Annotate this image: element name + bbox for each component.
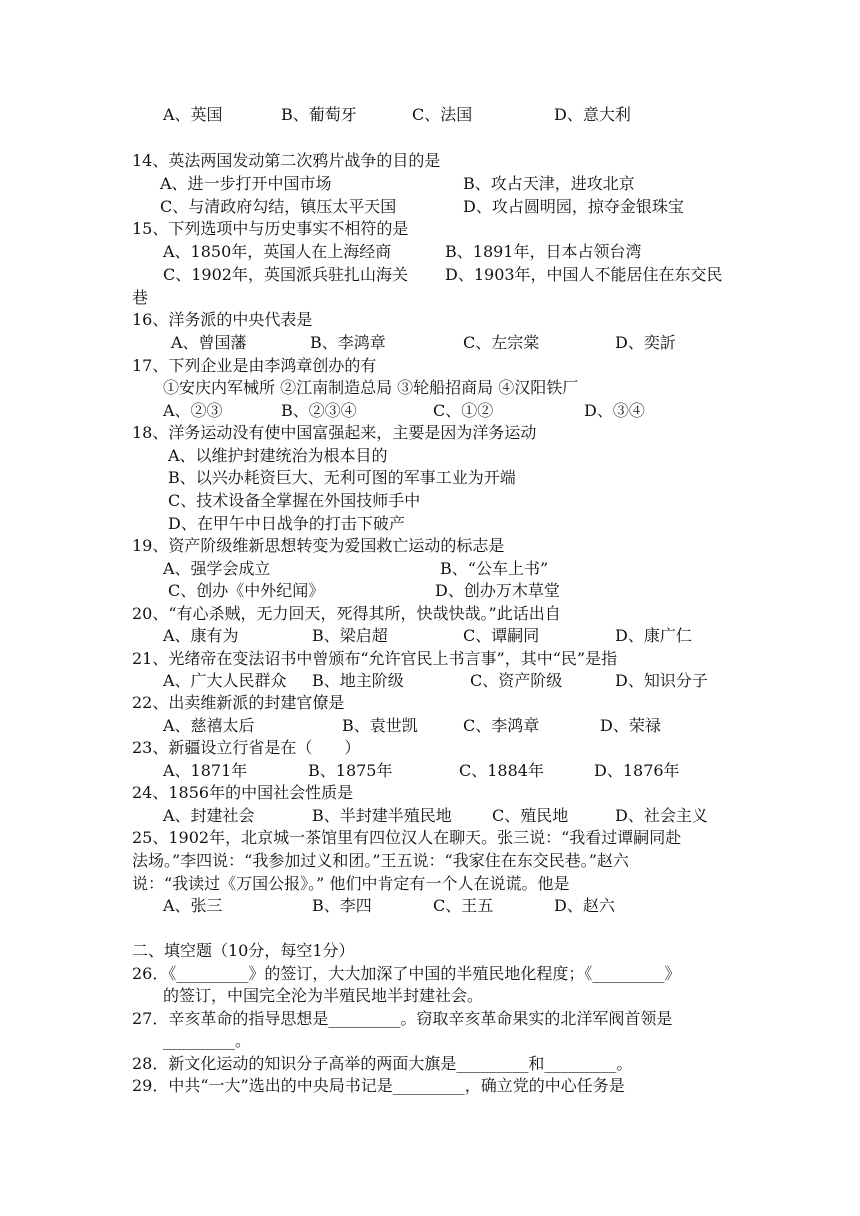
q21-option-b: B、地主阶级 [312, 671, 404, 690]
q24-option-d: D、社会主义 [615, 806, 708, 825]
q18-option-a: A、以维护封建统治为根本目的 [168, 446, 388, 465]
q22-option-b: B、袁世凯 [342, 716, 418, 735]
q25-option-a: A、张三 [163, 896, 223, 915]
q20-option-a: A、康有为 [163, 626, 239, 645]
q27-line2: _________。 [163, 1031, 252, 1050]
q18-option-d: D、在甲午中日战争的打击下破产 [168, 514, 405, 533]
q17-option-a: A、②③ [163, 401, 223, 420]
q23-option-a: A、1871年 [163, 761, 248, 780]
q15-option-b: B、1891年，日本占领台湾 [445, 242, 642, 261]
q16-option-d: D、奕訢 [615, 333, 676, 352]
q24-option-b: B、半封建半殖民地 [312, 806, 452, 825]
q23-option-b: B、1875年 [308, 761, 393, 780]
q25-line3: 说：“我读过《万国公报》。” 他们中肯定有一个人在说谎。他是 [132, 874, 570, 893]
q25-line1: 25、1902年，北京城一茶馆里有四位汉人在聊天。张三说：“我看过谭嗣同赴 [132, 828, 682, 847]
q25-option-b: B、李四 [312, 896, 372, 915]
q17-stem: 17、下列企业是由李鸿章创办的有 [132, 356, 377, 375]
q23-stem: 23、新疆设立行省是在（ ） [132, 738, 361, 757]
q16-option-a: A、曾国藩 [171, 333, 247, 352]
q17-option-c: C、①② [433, 401, 494, 420]
q25-option-d: D、赵六 [554, 896, 615, 915]
q24-option-a: A、封建社会 [163, 806, 255, 825]
q18-option-b: B、以兴办耗资巨大、无利可图的军事工业为开端 [168, 468, 516, 487]
q19-option-c: C、创办《中外纪闻》 [168, 581, 325, 600]
q17-option-b: B、②③④ [281, 401, 357, 420]
q21-option-d: D、知识分子 [615, 671, 708, 690]
q24-option-c: C、殖民地 [492, 806, 569, 825]
q22-stem: 22、出卖维新派的封建官僚是 [132, 693, 345, 712]
q28-line1: 28．新文化运动的知识分子高举的两面大旗是_________和_________。 [132, 1054, 633, 1073]
q20-option-d: D、康广仁 [615, 626, 692, 645]
q22-option-d: D、荣禄 [600, 716, 661, 735]
q20-stem: 20、“有心杀贼，无力回天，死得其所，快哉快哉。”此话出自 [132, 604, 561, 623]
q29-line1: 29．中共“一大”选出的中央局书记是_________，确立党的中心任务是 [132, 1076, 625, 1095]
q21-stem: 21、光绪帝在变法诏书中曾颁布“允许官民上书言事”，其中“民”是指 [132, 649, 618, 668]
q13-option-b: B、葡萄牙 [281, 105, 357, 124]
q21-option-a: A、广大人民群众 [163, 671, 287, 690]
q20-option-b: B、梁启超 [312, 626, 388, 645]
q19-option-d: D、创办万木草堂 [435, 581, 560, 600]
q18-option-c: C、技术设备全掌握在外国技师手中 [168, 491, 421, 510]
q23-option-c: C、1884年 [459, 761, 544, 780]
q17-items: ①安庆内军械所 ②江南制造总局 ③轮船招商局 ④汉阳铁厂 [163, 378, 579, 397]
q25-option-c: C、王五 [433, 896, 494, 915]
q13-option-d: D、意大利 [554, 105, 631, 124]
q13-option-a: A、英国 [163, 105, 223, 124]
q16-option-b: B、李鸿章 [310, 333, 386, 352]
q19-stem: 19、资产阶级维新思想转变为爱国救亡运动的标志是 [132, 536, 505, 555]
q13-option-c: C、法国 [412, 105, 473, 124]
q26-line1: 26．《_________》的签订，大大加深了中国的半殖民地化程度；《_________》 [132, 964, 681, 983]
q15-option-a: A、1850年，英国人在上海经商 [163, 242, 392, 261]
q18-stem: 18、洋务运动没有使中国富强起来，主要是因为洋务运动 [132, 423, 537, 442]
q21-option-c: C、资产阶级 [470, 671, 563, 690]
q27-line1: 27．辛亥革命的指导思想是_________。窃取辛亥革命果实的北洋军阀首领是 [132, 1009, 673, 1028]
q15-option-c: C、1902年，英国派兵驻扎山海关 [163, 265, 408, 284]
q22-option-c: C、李鸿章 [463, 716, 540, 735]
q15-continuation: 巷 [132, 288, 149, 307]
q15-option-d: D、1903年，中国人不能居住在东交民 [445, 265, 723, 284]
q15-stem: 15、下列选项中与历史事实不相符的是 [132, 219, 409, 238]
q14-stem: 14、英法两国发动第二次鸦片战争的目的是 [132, 151, 441, 170]
section-heading-fill-in: 二、填空题（10分，每空1分） [132, 941, 355, 960]
q16-stem: 16、洋务派的中央代表是 [132, 310, 313, 329]
q14-option-b: B、攻占天津，进攻北京 [463, 174, 635, 193]
q14-option-c: C、与清政府勾结，镇压太平天国 [160, 197, 397, 216]
q19-option-b: B、“公车上书” [440, 559, 549, 578]
q23-option-d: D、1876年 [594, 761, 680, 780]
q14-option-a: A、进一步打开中国市场 [160, 174, 332, 193]
q17-option-d: D、③④ [584, 401, 645, 420]
q20-option-c: C、谭嗣同 [463, 626, 540, 645]
q25-line2: 法场。”李四说：“我参加过义和团。”王五说：“我家住在东交民巷。”赵六 [132, 851, 629, 870]
q16-option-c: C、左宗棠 [463, 333, 540, 352]
q22-option-a: A、慈禧太后 [163, 716, 255, 735]
q24-stem: 24、1856年的中国社会性质是 [132, 783, 354, 802]
q26-line2: 的签订，中国完全沦为半殖民地半封建社会。 [163, 986, 484, 1005]
q19-option-a: A、强学会成立 [163, 559, 271, 578]
q14-option-d: D、攻占圆明园，掠夺金银珠宝 [463, 197, 684, 216]
